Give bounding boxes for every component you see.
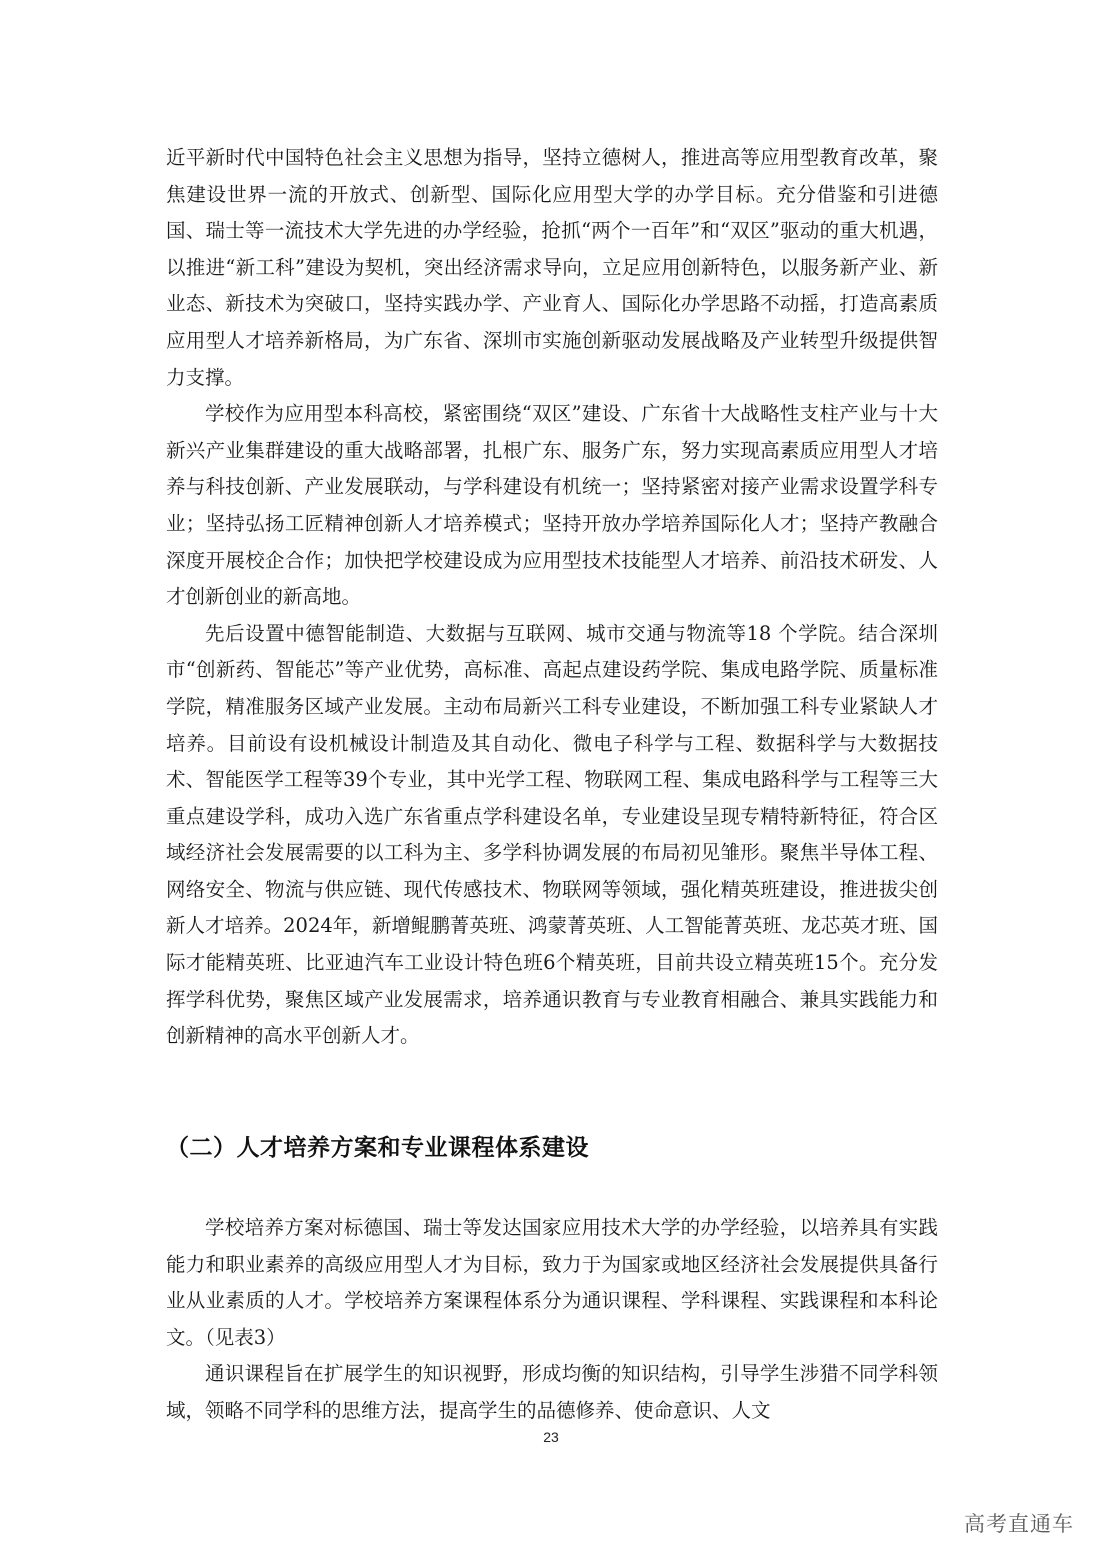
paragraph-continued: 近平新时代中国特色社会主义思想为指导，坚持立德树人，推进高等应用型教育改革，聚焦建设世界一流的开放式、创新型、国际化应用型大学的办学目标。充分借鉴和引进德国、瑞士等一流技术大学先进的办学经验，抢抓“两个一百年”和“双区”驱动的重大机遇，以推进“新工科”建设为契机，突出经济需求导向，立足应用创新特色，以服务新产业、新业态、新技术为突破口，坚持实践办学、产业育人、国际化办学思路不动摇，打造高素质应用型人才培养新格局，为广东省、深圳市实施创新驱动发展战略及产业转型升级提供智力支撑。 bbox=[166, 146, 938, 389]
paragraph-colleges: 先后设置中德智能制造、大数据与互联网、城市交通与物流等18 个学院。结合深圳市“创新药、智能芯”等产业优势，高标准、高起点建设药学院、集成电路学院、质量标准学院，精准服务区域产业发展。主动布局新兴工科专业建设，不断加强工科专业紧缺人才培养。目前设有设机械设计制造及其自动化、微电子科学与工程、数据科学与大数据技术、智能医学工程等39个专业，其中光学工程、物联网工程、集成电路科学与工程等三大重点建设学科，成功入选广东省重点学科建设名单，专业建设呈现专精特新特征，符合区域经济社会发展需要的以工科为主、多学科协调发展的布局初见雏形。聚焦半导体工程、网络安全、物流与供应链、现代传感技术、物联网等领域，强化精英班建设，推进拔尖创新人才培养。2024年，新增鲲鹏菁英班、鸿蒙菁英班、人工智能菁英班、龙芯英才班、国际才能精英班、比亚迪汽车工业设计特色班6个精英班，目前共设立精英班15个。充分发挥学科优势，聚焦区域产业发展需求，培养通识教育与专业教育相融合、兼具实践能力和创新精神的高水平创新人才。 bbox=[166, 621, 938, 1048]
body-text-bottom bbox=[166, 1210, 938, 1430]
paragraph-positioning: 学校作为应用型本科高校，紧密围绕“双区”建设、广东省十大战略性支柱产业与十大新兴产业集群建设的重大战略部署，扎根广东、服务广东，努力实现高素质应用型人才培养与科技创新、产业发展联动，与学科建设有机统一；坚持紧密对接产业需求设置学科专业；坚持弘扬工匠精神创新人才培养模式；坚持开放办学培养国际化人才；坚持产教融合深度开展校企合作；加快把学校建设成为应用型技术技能型人才培养、前沿技术研发、人才创新创业的新高地。 bbox=[166, 402, 938, 609]
page-number: 23 bbox=[543, 1429, 559, 1445]
watermark-label: 高考直通车 bbox=[964, 1512, 1074, 1536]
paragraph-general-courses: 通识课程旨在扩展学生的知识视野，形成均衡的知识结构，引导学生涉猎不同学科领域，领略不同学科的思维方法，提高学生的品德修养、使命意识、人文 bbox=[166, 1362, 938, 1422]
section-heading: （二）人才培养方案和专业课程体系建设 bbox=[166, 1135, 589, 1161]
body-text-top bbox=[166, 140, 938, 1055]
paragraph-training-plan: 学校培养方案对标德国、瑞士等发达国家应用技术大学的办学经验，以培养具有实践能力和职业素养的高级应用型人才为目标，致力于为国家或地区经济社会发展提供具备行业从业素质的人才。学校培养方案课程体系分为通识课程、学科课程、实践课程和本科论文。（见表3） bbox=[166, 1216, 938, 1349]
